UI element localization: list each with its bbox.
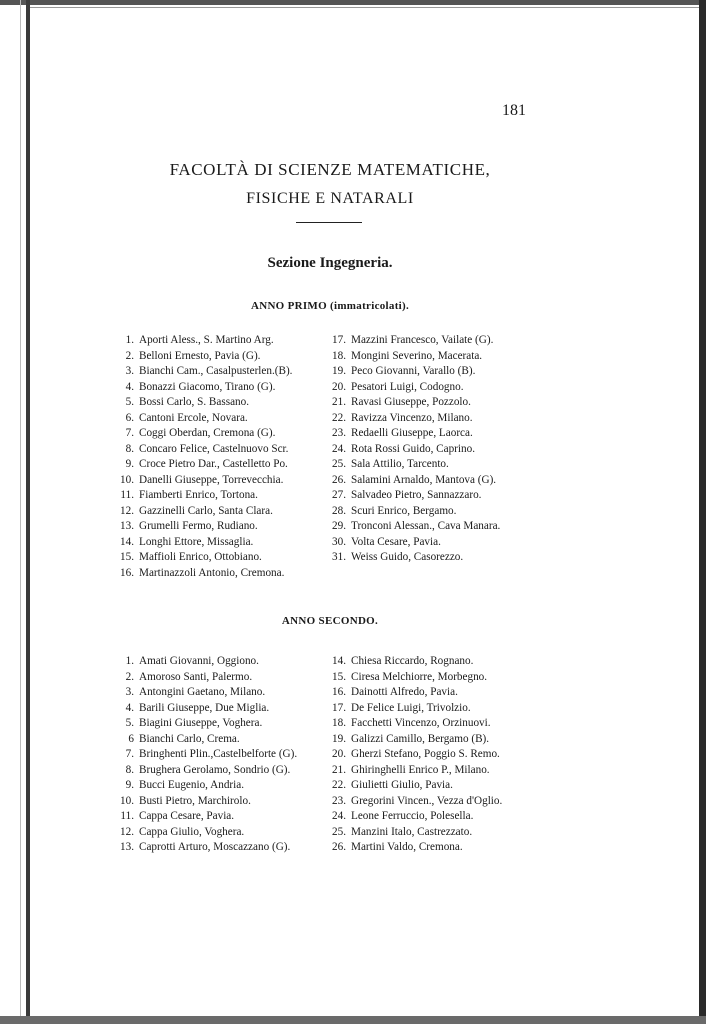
entry-text: Barili Giuseppe, Due Miglia.: [139, 701, 270, 714]
entry-text: Galizzi Camillo, Bergamo (B).: [351, 732, 490, 745]
entry-text: Manzini Italo, Castrezzato.: [351, 825, 473, 838]
list-item: [324, 395, 500, 411]
entry-number: 14.: [332, 655, 346, 667]
page-top-line: [30, 7, 706, 8]
list-item: [112, 535, 292, 551]
entry-number: 12.: [120, 504, 134, 517]
entry-number: 23.: [332, 427, 346, 439]
entry-number: 21.: [332, 396, 346, 408]
entry-number: 26.: [332, 841, 346, 853]
list-item: [324, 685, 502, 701]
year-heading-second: ANNO SECONDO.: [281, 615, 379, 627]
entry-text: Ciresa Melchiorre, Morbegno.: [351, 670, 488, 683]
entry-text: Volta Cesare, Pavia.: [351, 535, 441, 548]
list-item: [112, 395, 292, 411]
entry-number: 22.: [332, 411, 346, 424]
list-item: [324, 701, 502, 717]
list-item: [112, 654, 297, 670]
list-item: [324, 426, 500, 442]
entry-number: 6.: [125, 411, 134, 424]
entry-text: Cappa Cesare, Pavia.: [139, 810, 235, 822]
entry-number: 2.: [125, 670, 134, 683]
entry-text: Mazzini Francesco, Vailate (G).: [351, 334, 494, 346]
entry-text: Peco Giovanni, Varallo (B).: [351, 365, 476, 377]
entry-text: Dainotti Alfredo, Pavia.: [351, 686, 458, 698]
entry-number: 13.: [120, 841, 134, 853]
entry-text: Caprotti Arturo, Moscazzano (G).: [139, 841, 291, 853]
list-item: [112, 488, 292, 504]
list-item: [112, 825, 297, 841]
entry-text: Grumelli Fermo, Rudiano.: [139, 520, 258, 532]
entry-number: 28.: [332, 504, 346, 517]
entry-text: Salvadeo Pietro, Sannazzaro.: [351, 489, 482, 501]
list-item: [112, 442, 292, 458]
page-left-line: [20, 0, 21, 1024]
entry-number: 7.: [125, 748, 134, 760]
year-heading-first: ANNO PRIMO (immatricolati).: [250, 300, 410, 312]
list-item: [324, 550, 500, 566]
entry-text: Longhi Ettore, Missaglia.: [139, 535, 254, 548]
entry-number: 17.: [332, 701, 346, 714]
entry-number: 1.: [125, 334, 134, 346]
entry-text: Gherzi Stefano, Poggio S. Remo.: [351, 748, 500, 760]
entry-number: 9.: [125, 779, 134, 791]
entry-number: 20.: [332, 748, 346, 760]
entry-text: Cantoni Ercole, Novara.: [139, 411, 248, 424]
entry-number: 19.: [332, 365, 346, 377]
entry-text: Amati Giovanni, Oggiono.: [139, 655, 259, 667]
list-item: [112, 747, 297, 763]
entry-text: Coggi Oberdan, Cremona (G).: [139, 427, 276, 439]
entry-text: Aporti Aless., S. Martino Arg.: [139, 334, 274, 346]
entry-text: Mongini Severino, Macerata.: [351, 349, 483, 362]
list-item: [324, 763, 502, 779]
entry-text: Maffioli Enrico, Ottobiano.: [139, 551, 262, 563]
entry-text: Gregorini Vincen., Vezza d'Oglio.: [351, 794, 503, 807]
list-item: [324, 442, 500, 458]
first-year-list-right: [324, 333, 500, 566]
list-item: [112, 763, 297, 779]
entry-text: Salamini Arnaldo, Mantova (G).: [351, 473, 497, 486]
entry-number: 10.: [120, 473, 134, 486]
entry-text: Gazzinelli Carlo, Santa Clara.: [139, 504, 273, 517]
entry-number: 21.: [332, 763, 346, 776]
entry-text: Fiamberti Enrico, Tortona.: [139, 489, 258, 501]
list-item: [324, 535, 500, 551]
entry-number: 17.: [332, 334, 346, 346]
list-item: [324, 732, 502, 748]
entry-number: 11.: [120, 810, 134, 822]
list-item: [112, 809, 297, 825]
entry-text: Danelli Giuseppe, Torrevecchia.: [139, 473, 284, 486]
second-year-list-right: [324, 654, 502, 856]
list-item: [112, 519, 292, 535]
entry-text: Bringhenti Plin.,Castelbelforte (G).: [139, 748, 298, 760]
list-item: [324, 840, 502, 856]
list-item: [112, 380, 292, 396]
entry-number: 10.: [120, 794, 134, 807]
list-item: [112, 566, 292, 582]
list-item: [112, 349, 292, 365]
entry-number: 30.: [332, 535, 346, 548]
entry-number: 18.: [332, 349, 346, 362]
list-item: [324, 794, 502, 810]
page-binding-edge: [26, 0, 30, 1024]
page-number: 181: [502, 102, 526, 119]
entry-number: 25.: [332, 458, 346, 470]
title-divider: [296, 222, 362, 223]
entry-text: Biagini Giuseppe, Voghera.: [139, 717, 263, 729]
list-item: [324, 778, 502, 794]
entry-number: 8.: [125, 763, 134, 776]
entry-text: Bonazzi Giacomo, Tirano (G).: [139, 380, 276, 393]
entry-number: 4.: [125, 701, 134, 714]
list-item: [112, 473, 292, 489]
entry-text: Facchetti Vincenzo, Orzinuovi.: [351, 717, 491, 729]
entry-number: 6: [128, 732, 134, 745]
entry-text: Bossi Carlo, S. Bassano.: [139, 396, 250, 408]
entry-text: Scuri Enrico, Bergamo.: [351, 504, 457, 517]
entry-text: Redaelli Giuseppe, Laorca.: [351, 427, 473, 439]
entry-text: Giulietti Giulio, Pavia.: [351, 779, 453, 791]
list-item: [324, 364, 500, 380]
entry-number: 22.: [332, 779, 346, 791]
list-item: [324, 457, 500, 473]
entry-number: 13.: [120, 520, 134, 532]
list-item: [324, 473, 500, 489]
list-item: [112, 685, 297, 701]
section-title: Sezione Ingegneria.: [267, 255, 393, 271]
entry-text: Rota Rossi Guido, Caprino.: [351, 442, 475, 455]
entry-text: Ghiringhelli Enrico P., Milano.: [351, 763, 490, 776]
list-item: [112, 778, 297, 794]
entry-number: 9.: [125, 458, 134, 470]
entry-text: Sala Attilio, Tarcento.: [351, 458, 449, 470]
page-top-edge: [0, 0, 706, 5]
list-item: [324, 380, 500, 396]
list-item: [324, 716, 502, 732]
entry-text: Bucci Eugenio, Andria.: [139, 779, 245, 791]
entry-text: Leone Ferruccio, Polesella.: [351, 810, 474, 822]
list-item: [324, 333, 500, 349]
entry-number: 24.: [332, 810, 346, 822]
entry-text: De Felice Luigi, Trivolzio.: [351, 701, 471, 714]
entry-text: Belloni Ernesto, Pavia (G).: [139, 349, 261, 362]
list-item: [112, 426, 292, 442]
list-item: [112, 670, 297, 686]
entry-text: Amoroso Santi, Palermo.: [139, 670, 253, 683]
entry-number: 3.: [125, 686, 134, 698]
list-item: [324, 349, 500, 365]
entry-text: Antongini Gaetano, Milano.: [139, 686, 266, 698]
entry-number: 18.: [332, 717, 346, 729]
entry-number: 26.: [332, 473, 346, 486]
entry-number: 12.: [120, 825, 134, 838]
list-item: [324, 825, 502, 841]
list-item: [324, 411, 500, 427]
entry-number: 19.: [332, 732, 346, 745]
list-item: [324, 654, 502, 670]
list-item: [112, 364, 292, 380]
page-bottom-edge: [0, 1016, 706, 1024]
list-item: [324, 519, 500, 535]
entry-number: 11.: [120, 489, 134, 501]
entry-number: 29.: [332, 520, 346, 532]
entry-number: 31.: [332, 551, 346, 563]
entry-number: 7.: [125, 427, 134, 439]
entry-text: Pesatori Luigi, Codogno.: [351, 380, 464, 393]
faculty-title-line2: FISICHE E NATARALI: [246, 190, 414, 207]
list-item: [324, 504, 500, 520]
entry-text: Ravizza Vincenzo, Milano.: [351, 411, 473, 424]
list-item: [112, 457, 292, 473]
entry-number: 14.: [120, 535, 134, 548]
entry-number: 5.: [125, 717, 134, 729]
entry-number: 27.: [332, 489, 346, 501]
entry-text: Bianchi Carlo, Crema.: [139, 732, 240, 745]
first-year-list-left: [112, 333, 292, 581]
list-item: [112, 701, 297, 717]
entry-text: Tronconi Alessan., Cava Manara.: [351, 520, 501, 532]
entry-text: Ravasi Giuseppe, Pozzolo.: [351, 396, 471, 408]
entry-number: 3.: [125, 365, 134, 377]
entry-text: Chiesa Riccardo, Rognano.: [351, 655, 474, 667]
entry-text: Martinazzoli Antonio, Cremona.: [139, 566, 285, 579]
entry-number: 4.: [125, 380, 134, 393]
entry-text: Busti Pietro, Marchirolo.: [139, 794, 251, 807]
second-year-list-left: [112, 654, 297, 856]
faculty-title-line1: FACOLTÀ DI SCIENZE MATEMATICHE,: [169, 160, 491, 179]
entry-text: Bianchi Cam., Casalpusterlen.(B).: [139, 365, 293, 377]
entry-number: 20.: [332, 380, 346, 393]
list-item: [324, 809, 502, 825]
list-item: [324, 670, 502, 686]
entry-number: 25.: [332, 825, 346, 838]
list-item: [112, 840, 297, 856]
entry-number: 15.: [332, 670, 346, 683]
list-item: [112, 732, 297, 748]
entry-number: 16.: [332, 686, 346, 698]
entry-text: Brughera Gerolamo, Sondrio (G).: [139, 763, 291, 776]
list-item: [112, 411, 292, 427]
entry-text: Croce Pietro Dar., Castelletto Po.: [139, 458, 288, 470]
entry-number: 2.: [125, 349, 134, 362]
list-item: [324, 747, 502, 763]
page-right-edge: [699, 0, 706, 1024]
list-item: [112, 716, 297, 732]
entry-number: 5.: [125, 396, 134, 408]
list-item: [112, 504, 292, 520]
list-item: [112, 550, 292, 566]
entry-number: 15.: [120, 551, 134, 563]
list-item: [112, 794, 297, 810]
entry-text: Cappa Giulio, Voghera.: [139, 825, 245, 838]
entry-text: Concaro Felice, Castelnuovo Scr.: [139, 442, 289, 455]
entry-number: 8.: [125, 442, 134, 455]
list-item: [112, 333, 292, 349]
entry-text: Weiss Guido, Casorezzo.: [351, 551, 464, 563]
entry-number: 24.: [332, 442, 346, 455]
list-item: [324, 488, 500, 504]
entry-number: 23.: [332, 794, 346, 807]
entry-number: 16.: [120, 566, 134, 579]
entry-number: 1.: [125, 655, 134, 667]
entry-text: Martini Valdo, Cremona.: [351, 841, 463, 853]
